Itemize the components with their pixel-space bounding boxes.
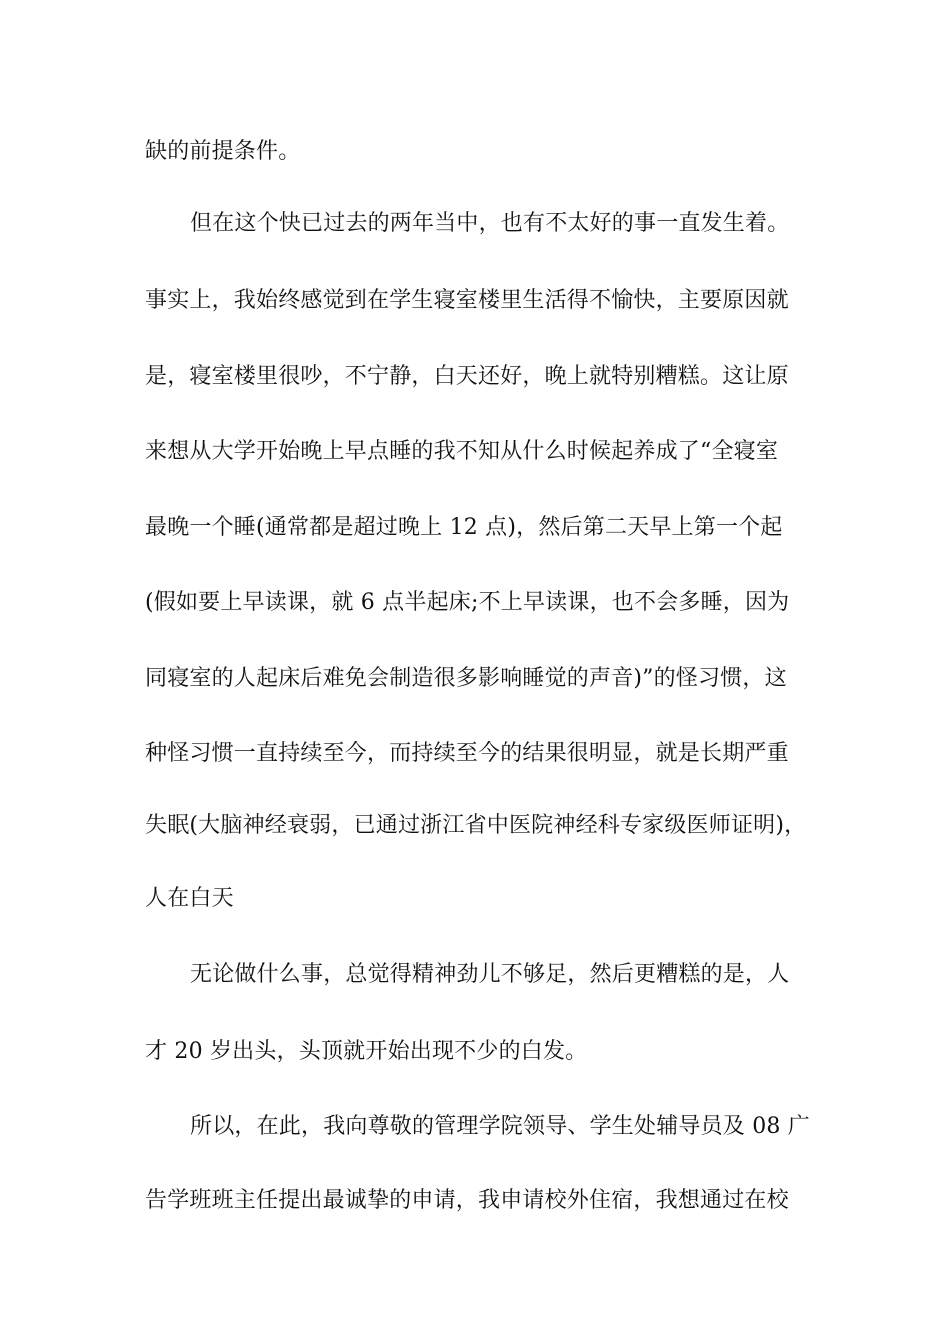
- paragraph-start-line: 所以，在此，我向尊敬的管理学院领导、学生处辅导员及 08 广: [190, 1114, 810, 1139]
- text-line: 种怪习惯一直持续至今，而持续至今的结果很明显，就是长期严重: [145, 741, 789, 766]
- paragraph-start-line: 无论做什么事，总觉得精神劲儿不够足，然后更糟糕的是，人: [190, 962, 790, 987]
- text-line: 才 20 岁出头，头顶就开始出现不少的白发。: [145, 1039, 588, 1064]
- text-line: 失眠(大脑神经衰弱，已通过浙江省中医院神经科专家级医师证明)，: [145, 813, 807, 838]
- text-line: 是，寝室楼里很吵，不宁静，白天还好，晚上就特别糟糕。这让原: [145, 364, 789, 389]
- text-line: 人在白天: [145, 886, 234, 911]
- text-line: (假如要上早读课，就 6 点半起床;不上早读课，也不会多睡，因为: [145, 590, 790, 615]
- text-line: 告学班班主任提出最诚挚的申请，我申请校外住宿，我想通过在校: [145, 1188, 789, 1213]
- text-line: 来想从大学开始晚上早点睡的我不知从什么时候起养成了“全寝室: [145, 439, 779, 464]
- text-line: 最晚一个睡(通常都是超过晚上 12 点)，然后第二天早上第一个起: [145, 515, 783, 540]
- text-line: 事实上，我始终感觉到在学生寝室楼里生活得不愉快，主要原因就: [145, 288, 789, 313]
- text-line: 同寝室的人起床后难免会制造很多影响睡觉的声音)”的怪习惯，这: [145, 666, 787, 691]
- text-line: 缺的前提条件。: [145, 139, 301, 164]
- paragraph-start-line: 但在这个快已过去的两年当中，也有不太好的事一直发生着。: [190, 211, 790, 236]
